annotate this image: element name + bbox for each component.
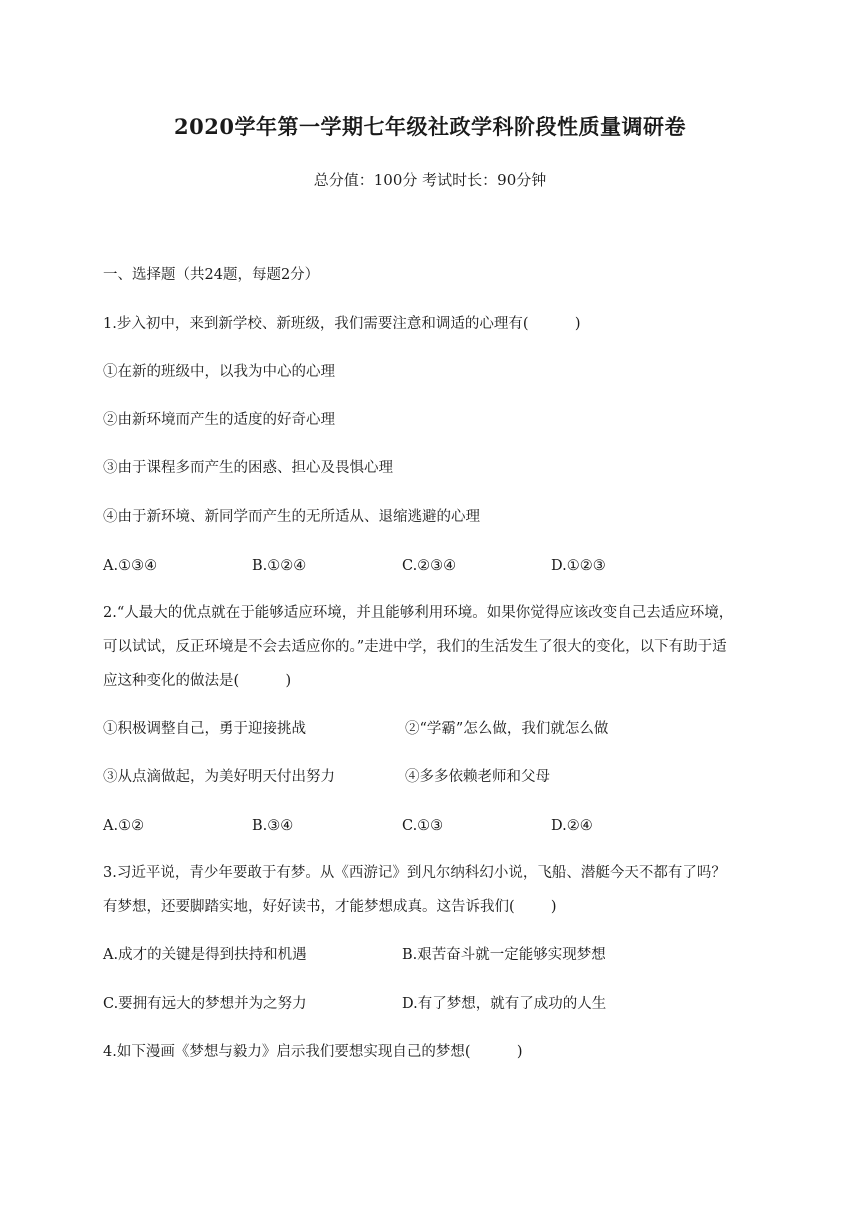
section-heading: 一、选择题（共24题，每题2分）	[103, 267, 320, 283]
question-4-close: )	[516, 1044, 523, 1060]
question-2-line: 可以试试，反正环境是不会去适应你的。”走进中学，我们的生活发生了很大的变化，以下有助于适	[103, 639, 727, 655]
question-3-option-d: D.有了梦想，就有了成功的人生	[402, 996, 607, 1012]
question-3-text: 有梦想，还要脚踏实地，好好读书，才能梦想成真。这告诉我们(	[103, 899, 515, 915]
question-2-item: ②“学霸”怎么做，我们就怎么做	[405, 721, 609, 737]
question-4-stem	[103, 1041, 523, 1063]
question-1-item: ②由新环境而产生的适度的好奇心理	[103, 412, 335, 428]
question-1-text: 1.步入初中，来到新学校、新班级，我们需要注意和调适的心理有(	[103, 316, 529, 332]
question-3-option-b: B.艰苦奋斗就一定能够实现梦想	[402, 947, 606, 963]
question-2-option-c: C.①③	[402, 818, 444, 834]
question-2-item: ①积极调整自己，勇于迎接挑战	[103, 721, 306, 737]
question-1-item: ③由于课程多而产生的困惑、担心及畏惧心理	[103, 460, 393, 476]
question-1-stem	[103, 313, 581, 335]
question-2-option-d: D.②④	[551, 818, 593, 834]
exam-title: 2020学年第一学期七年级社政学科阶段性质量调研卷	[174, 114, 686, 139]
question-2-line	[103, 670, 291, 692]
question-1-option-b: B.①②④	[252, 558, 307, 574]
question-1-item: ④由于新环境、新同学而产生的无所适从、退缩逃避的心理	[103, 509, 480, 525]
question-2-close: )	[285, 673, 292, 689]
question-1-option-c: C.②③④	[402, 558, 457, 574]
question-2-line: 2.“人最大的优点就在于能够适应环境，并且能够利用环境。如果你觉得应该改变自己去适应环境，	[103, 605, 734, 621]
question-4-text: 4.如下漫画《梦想与毅力》启示我们要想实现自己的梦想(	[103, 1044, 471, 1060]
question-3-line: 3.习近平说，青少年要敢于有梦。从《西游记》到凡尔纳科幻小说，飞船、潜艇今天不都有了吗？	[103, 865, 726, 881]
question-2-option-b: B.③④	[252, 818, 294, 834]
question-1-option-a: A.①③④	[103, 558, 158, 574]
exam-subtitle: 总分值：100分 考试时长：90分钟	[313, 171, 547, 189]
question-2-option-a: A.①②	[103, 818, 145, 834]
question-3-option-a: A.成才的关键是得到扶持和机遇	[103, 947, 307, 963]
question-1-item: ①在新的班级中，以我为中心的心理	[103, 364, 335, 380]
question-1-close: )	[574, 316, 581, 332]
question-3-close: )	[550, 899, 557, 915]
question-1-option-d: D.①②③	[551, 558, 606, 574]
question-2-item: ③从点滴做起，为美好明天付出努力	[103, 769, 335, 785]
question-3-option-c: C.要拥有远大的梦想并为之努力	[103, 996, 307, 1012]
question-2-text: 应这种变化的做法是(	[103, 673, 240, 689]
question-2-item: ④多多依赖老师和父母	[405, 769, 550, 785]
question-3-line	[103, 896, 557, 918]
